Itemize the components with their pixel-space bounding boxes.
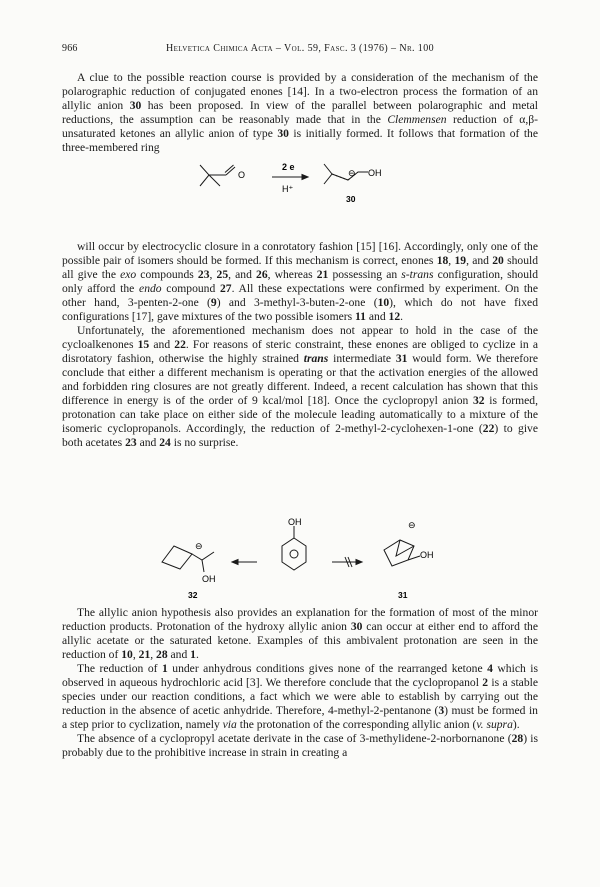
text-run: , [150,648,157,661]
text-run: will occur by electrocyclic closure in a conrotatory fashion [15] [16]. Accordingly, only one of the possible pair of isomers should be formed. If this mechanism is correct, enones [62,240,538,267]
emphasis-run: 21 [316,268,329,281]
emphasis-run: 2 [482,676,489,689]
text-run: The allylic anion hypothesis also provides an explanation for the formation of most of the minor reduction products. Protonation of the hydroxy allylic anion [62,606,538,633]
emphasis-run: 28 [511,732,524,745]
emphasis-run: 32 [472,394,485,407]
enone-structure [200,165,235,186]
text-block-1 [62,71,538,155]
compound-31-label: 31 [398,590,408,600]
paragraph [62,324,538,450]
hydroxyl-label: OH [368,168,382,178]
journal-citation: Helvetica Chimica Acta – Vol. 59, Fasc. 3 (1976) – Nr. 100 [165,43,435,54]
emphasis-run: 30 [277,127,289,140]
emphasis-run: 19 [454,254,467,267]
scheme-2-drawing [62,516,538,600]
text-run: is initially formed. It follows that formation of the three-membered ring [62,127,538,154]
text-run: can occur at either end to afford the allylic acetate or the saturated ketone. Examples of this ambivalent protonation are seen in the reduction of [62,620,538,661]
text-run: ), which do not have fixed configurations [17], gave mixtures of the two possible isomers [62,296,538,323]
text-run: the protonation of the corresponding allylic anion ( [236,718,477,731]
text-run: is a stable species under our reaction conditions, a fact which we were able to establish by carrying out the reduction in the absence of acetic anhydride. Therefore, 4-methyl-2-pentanone ( [62,676,538,717]
anion-32-oh-label: OH [202,574,216,584]
text-run: reduction of α,β-unsaturated ketones an allylic anion of type [62,113,538,140]
text-run: , and [228,268,257,281]
reaction-scheme-2 [62,516,538,600]
text-run: is formed, protonation can take place on either side of the molecule leading automatically to a mixture of the isomeric cyclopropanols. Accordingly, the reduction of 2-methyl-2-cyclohexen-1-one ( [62,394,539,435]
text-run: . [400,310,404,323]
arrow-to-32 [232,560,257,565]
text-run: . For reasons of steric constraint, these enones are obliged to cyclize in a disrotatory fashion, otherwise the highly strained [62,338,538,365]
text-run: has been proposed. In view of the parallel between polarographic and metal reductions, the assumption can be reasonably made that in the [62,99,539,126]
reaction-scheme-1 [62,150,538,236]
emphasis-run: 30 [350,620,363,633]
emphasis-run: 23 [197,268,210,281]
text-run: is no surprise. [170,436,239,449]
paragraph [62,732,538,760]
emphasis-run: Clemmensen [387,113,447,126]
emphasis-run: 9 [210,296,217,309]
scheme-1-drawing [62,150,538,236]
text-run: , [132,648,139,661]
text-run: , [209,268,217,281]
emphasis-run: 27 [219,282,232,295]
emphasis-run: 1 [161,662,168,675]
emphasis-run: 23 [125,436,137,449]
emphasis-run: v. supra [476,718,513,731]
text-run: , [448,254,455,267]
trans-intermediate-31 [384,540,420,566]
emphasis-run: trans [303,352,329,365]
emphasis-run: exo [120,268,137,281]
emphasis-run: 3 [438,704,445,717]
emphasis-run: 26 [256,268,268,281]
text-run: configuration, should only afford the [62,268,539,295]
emphasis-run: endo [139,282,162,295]
cyclopropyl-anion-32 [162,546,214,572]
compound-30-label: 30 [346,194,356,204]
compound-32-label: 32 [188,590,198,600]
emphasis-run: 10 [121,648,133,661]
ketone-oxygen-label: O [238,170,246,180]
text-run: Unfortunately, the aforementioned mechanism does not appear to hold in the case of the cycloalkenones [62,324,538,351]
arrow-top-label: 2 e [282,162,295,172]
reaction-arrow [272,175,308,180]
anion-charge: ⊖ [348,168,356,178]
text-run: . All these expectations were confirmed by experiment. On the other hand, 3-penten-2-one ( [62,282,539,309]
text-run: would form. We therefore conclude that either a different mechanism is operating or that the activation energies of the allowed and forbidden ring closures are not greatly different. Indeed, a recent calculation has shown that this difference in energy is of the order of 9 kcal/mol [18]. Once the cyclopropyl anion [62,352,538,407]
emphasis-run: 18 [436,254,449,267]
text-run: compound [161,282,220,295]
paragraph [62,71,538,155]
emphasis-run: 24 [159,436,171,449]
emphasis-run: 11 [355,310,366,323]
cyclohexenone-anion [282,526,306,570]
text-run: The reduction of [77,662,162,675]
forbidden-arrow-to-31 [332,557,362,567]
anion-31-oh-label: OH [420,550,434,560]
paragraph [62,240,538,324]
emphasis-run: 22 [174,338,186,351]
text-run: ) and 3-methyl-3-buten-2-one ( [216,296,378,309]
emphasis-run: 1 [190,648,196,661]
text-block-2 [62,240,538,450]
emphasis-run: 21 [138,648,151,661]
text-run: ) must be formed in a step prior to cyclization, namely [62,704,538,731]
text-run: ). [512,718,520,731]
emphasis-run: 4 [487,662,493,675]
center-oh-label: OH [288,517,302,527]
allyl-anion-structure [324,164,368,184]
text-run: ) to give both acetates [62,422,538,449]
text-block-3 [62,606,538,760]
anion-31-charge: ⊖ [408,520,416,530]
emphasis-run: 28 [156,648,168,661]
text-run: intermediate [328,352,396,365]
anion-32-charge: ⊖ [195,541,203,551]
text-run: which is observed in aqueous hydrochloric acid [3]. We therefore conclude that the cyclopropanol [62,662,538,689]
emphasis-run: via [222,718,237,731]
text-run: . [195,648,199,661]
text-run: A clue to the possible reaction course is provided by a consideration of the mechanism of the polarographic reduction of conjugated enones [14]. In a two-electron process the formation of an allylic anion [62,71,538,112]
emphasis-run: 15 [137,338,150,351]
text-run: , and [466,254,493,267]
emphasis-run: 10 [377,296,390,309]
text-run: compounds [136,268,198,281]
text-run: ) is probably due to the prohibitive increase in strain in creating a [62,732,539,759]
paragraph [62,606,538,662]
emphasis-run: 25 [216,268,229,281]
emphasis-run: 20 [492,254,504,267]
emphasis-run: 31 [395,352,408,365]
text-run: should all give the [62,254,539,281]
text-run: and [149,338,175,351]
page-number: 966 [62,43,78,54]
emphasis-run: s-trans [401,268,434,281]
text-run: possessing an [328,268,402,281]
text-run: and [365,310,389,323]
paragraph [62,662,538,732]
arrow-bottom-label: H⁺ [282,184,294,194]
emphasis-run: 22 [482,422,495,435]
emphasis-run: 12 [388,310,401,323]
text-run: under anhydrous conditions gives none of the rearranged ketone [167,662,488,675]
running-header [62,43,538,57]
text-run: , whereas [267,268,317,281]
text-run: The absence of a cyclopropyl acetate derivate in the case of 3-methylidene-2-norbornanone ( [77,732,512,745]
text-run: and [167,648,191,661]
emphasis-run: 30 [129,99,142,112]
text-run: and [136,436,160,449]
